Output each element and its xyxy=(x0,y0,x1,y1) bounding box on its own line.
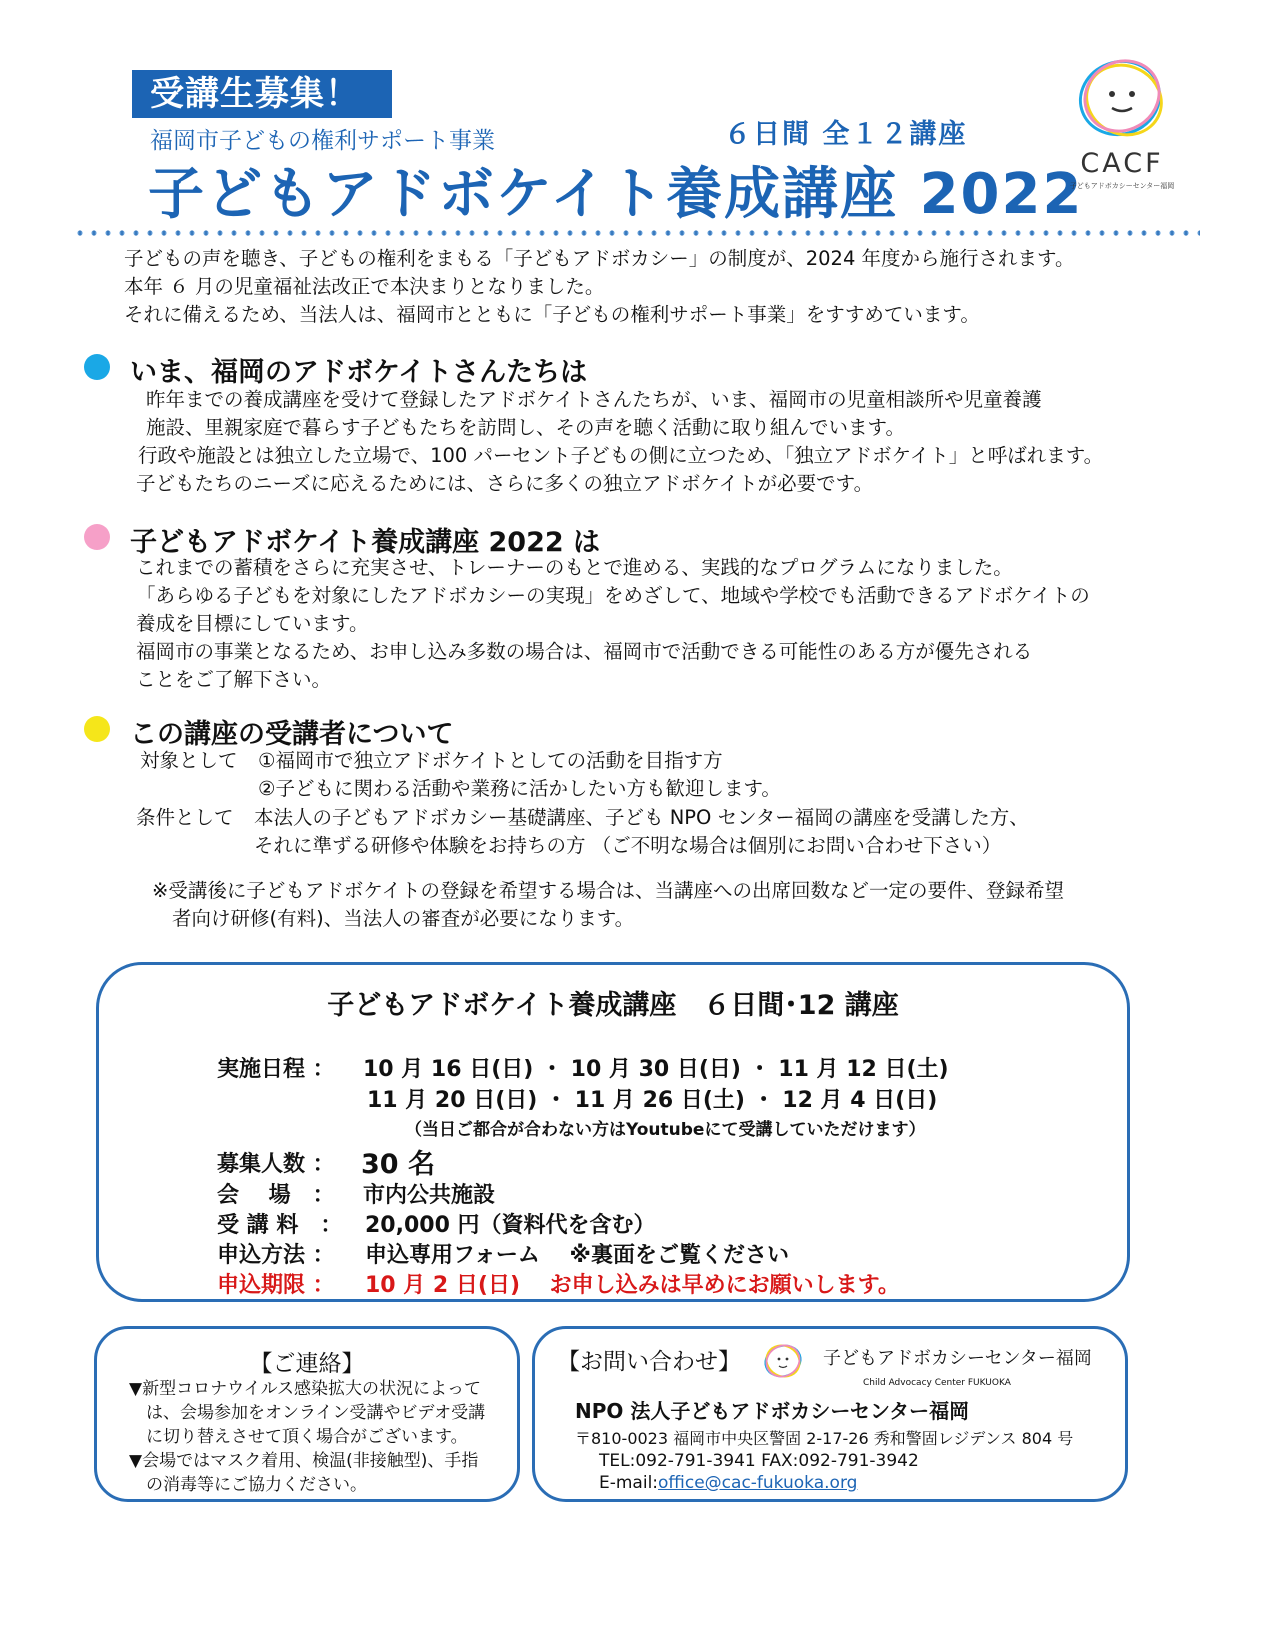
condition-line: 本法人の子どもアドボカシー基礎講座、子ども NPO センター福岡の講座を受講した方、 xyxy=(254,806,1029,829)
venue-label: 会 場 ： xyxy=(217,1183,335,1208)
venue-value: 市内公共施設 xyxy=(363,1183,496,1208)
logo-text: CACF xyxy=(1080,148,1164,179)
capacity-value: 30 名 xyxy=(361,1149,435,1180)
course-count: ６日間 全１２講座 xyxy=(724,119,968,150)
org-name: NPO 法人子どもアドボカシーセンター福岡 xyxy=(575,1399,970,1423)
fee-value: 20,000 円（資料代を含む） xyxy=(365,1213,656,1238)
notice-line: に切り替えさせて頂く場合がございます。 xyxy=(129,1427,468,1447)
section-heading: この講座の受講者について xyxy=(130,719,454,750)
condition-label: 条件として xyxy=(136,806,234,829)
deadline-value: 10 月 2 日(日) お申し込みは早めにお願いします。 xyxy=(365,1273,900,1298)
intro-line: 子どもの声を聴き、子どもの権利をまもる「子どもアドボカシー」の制度が、2024 年度から施行されます。 xyxy=(124,247,1075,270)
section-line: 養成を目標にしています。 xyxy=(136,612,369,635)
fee-label: 受 講 料 ： xyxy=(217,1213,343,1238)
section-line: 子どもたちのニーズに応えるためには、さらに多くの独立アドボケイトが必要です。 xyxy=(136,472,874,495)
contact-title: 【お問い合わせ】 xyxy=(557,1349,741,1375)
section-line: 施設、里親家庭で暮らす子どもたちを訪問し、その声を聴く活動に取り組んでいます。 xyxy=(146,416,905,439)
schedule-label: 実施日程 ： xyxy=(217,1057,335,1082)
org-logo-sub: Child Advocacy Center FUKUOKA xyxy=(863,1378,1011,1388)
method-label: 申込方法 ： xyxy=(217,1243,335,1268)
schedule-dates: 10 月 16 日(日) ・ 10 月 30 日(日) ・ 11 月 12 日(土) xyxy=(363,1057,949,1082)
section-line: 昨年までの養成講座を受けて登録したアドボケイトさんたちが、いま、福岡市の児童相談所や児童養護 xyxy=(146,388,1042,411)
section-line: 福岡市の事業となるため、お申し込み多数の場合は、福岡市で活動できる可能性のある方が優先される xyxy=(136,640,1033,663)
page-title: 子どもアドボケイト養成講座 2022 xyxy=(148,162,1084,227)
dotted-divider xyxy=(76,229,1200,237)
target-line: ①福岡市で独立アドボケイトとしての活動を目指す方 xyxy=(258,749,723,772)
course-title: 子どもアドボケイト養成講座 ６日間･12 講座 xyxy=(327,990,899,1021)
org-address: 〒810-0023 福岡市中央区警固 2-17-26 秀和警固レジデンス 804 号 xyxy=(575,1429,1074,1448)
note-line: 者向け研修(有料)、当法人の審査が必要になります。 xyxy=(172,907,635,930)
notice-line: ▼新型コロナウイルス感染拡大の状況によって xyxy=(129,1379,482,1399)
org-logo-name: 子どもアドボカシーセンター福岡 xyxy=(823,1348,1092,1369)
section-line: ことをご了解下さい。 xyxy=(136,668,332,691)
section-heading: 子どもアドボケイト養成講座 2022 は xyxy=(130,527,601,558)
notice-line: の消毒等にご協力ください。 xyxy=(129,1475,367,1495)
pink-bullet-icon xyxy=(84,524,110,550)
notice-line: は、会場参加をオンライン受講やビデオ受講 xyxy=(129,1403,486,1423)
yellow-bullet-icon xyxy=(84,716,110,742)
intro-line: それに備えるため、当法人は、福岡市とともに「子どもの権利サポート事業」をすすめています。 xyxy=(124,303,980,326)
section-line: これまでの蓄積をさらに充実させ、トレーナーのもとで進める、実践的なプログラムになりました。 xyxy=(136,556,1013,579)
note-line: ※受講後に子どもアドボケイトの登録を希望する場合は、当講座への出席回数など一定の要件、登録希望 xyxy=(152,879,1064,902)
email-label: E-mail: xyxy=(599,1473,659,1493)
logo-subtext: 子どもアドボカシーセンター福岡 xyxy=(1069,182,1175,190)
course-info-box xyxy=(96,962,1130,1302)
org-logo-icon xyxy=(759,1337,807,1385)
section-line: 行政や施設とは独立した立場で、100 パーセント子どもの側に立つため、「独立アドボケイト」と呼ばれます。 xyxy=(138,444,1104,467)
schedule-note: （当日ご都合が合わない方はYoutubeにて受講していただけます） xyxy=(405,1120,926,1140)
email-link[interactable]: office@cac-fukuoka.org xyxy=(658,1473,858,1493)
org-tel-fax: TEL:092-791-3941 FAX:092-791-3942 xyxy=(599,1451,919,1471)
target-label: 対象として xyxy=(140,749,238,772)
method-value: 申込専用フォーム ※裏面をご覧ください xyxy=(365,1243,789,1268)
condition-line: それに準ずる研修や体験をお持ちの方 （ご不明な場合は個別にお問い合わせ下さい） xyxy=(254,834,1002,857)
recruit-badge: 受講生募集！ xyxy=(132,70,392,118)
blue-bullet-icon xyxy=(84,354,110,380)
notice-line: ▼会場ではマスク着用、検温(非接触型)、手指 xyxy=(129,1451,479,1471)
capacity-label: 募集人数 ： xyxy=(217,1152,335,1177)
intro-line: 本年 ６ 月の児童福祉法改正で本決まりとなりました。 xyxy=(124,275,605,298)
section-heading: いま、福岡のアドボケイトさんたちは xyxy=(130,357,588,388)
contact-box xyxy=(532,1326,1128,1502)
target-line: ②子どもに関わる活動や業務に活かしたい方も歓迎します。 xyxy=(258,777,781,800)
notice-box xyxy=(94,1326,520,1502)
deadline-label: 申込期限 ： xyxy=(217,1273,335,1298)
schedule-dates: 11 月 20 日(日) ・ 11 月 26 日(土) ・ 12 月 4 日(日) xyxy=(367,1088,938,1113)
section-line: 「あらゆる子どもを対象にしたアドボカシーの実現」をめざして、地域や学校でも活動できるアドボケイトの xyxy=(136,584,1090,607)
email-row xyxy=(599,1471,857,1495)
notice-title: 【ご連絡】 xyxy=(249,1351,365,1377)
project-subtitle: 福岡市子どもの権利サポート事業 xyxy=(150,128,495,154)
